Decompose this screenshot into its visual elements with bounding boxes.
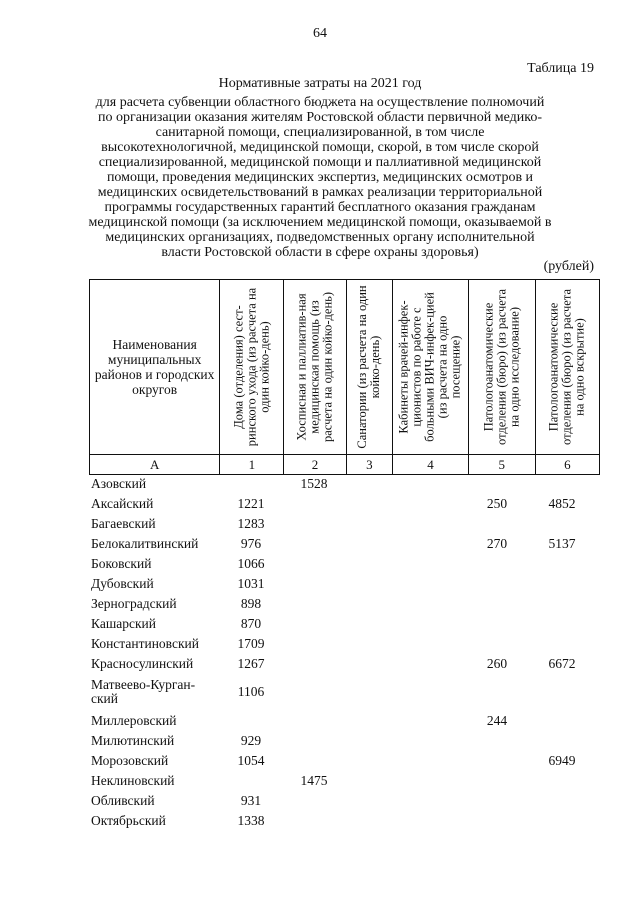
subtitle-line: высокотехнологичной, медицинской помощи, скорой, в том числе скорой [101,140,539,155]
column-index-2: 2 [284,455,346,475]
value-col-2: 1528 [300,476,328,491]
column-header-2 [284,280,346,455]
subtitle-line: для расчета субвенции областного бюджета на осуществление полномочий [95,95,545,110]
table-row [89,711,600,731]
column-header-4-text: Кабинеты врачей-инфек-ционистов по работе с больными ВИЧ-инфек-цией (из расчета на одно посещение) [396,292,463,442]
district-name: Обливский [91,793,155,808]
column-index-5: 5 [468,455,535,475]
table-subtitle [84,95,556,260]
value-col-1: 1221 [237,496,265,511]
value-col-5: 250 [486,496,508,511]
value-col-6: 6949 [548,753,576,768]
district-name: Неклиновский [91,773,175,788]
column-header-1 [220,280,284,455]
value-col-1: 976 [240,536,262,551]
table-row [89,534,600,554]
column-index-6: 6 [535,455,599,475]
table-row [89,554,600,574]
column-header-5-text: Патологоанатомические отделения (бюро) (из расчета на одно исследование) [481,289,522,445]
table-row [89,594,600,614]
column-header-1-text: Дома (отделения) сест-ринского ухода (из расчета на один койко-день) [231,287,272,447]
column-index-3: 3 [346,455,393,475]
table-row [89,751,600,771]
table-row [89,634,600,654]
value-col-1: 1283 [237,516,265,531]
table-row [89,574,600,594]
subtitle-line: власти Ростовской области в сфере охраны здоровья) [161,245,479,260]
subtitle-line: помощи, проведения медицинских экспертиз, медицинских осмотров и [106,170,534,185]
value-col-1: 1106 [237,684,265,699]
column-index-4: 4 [393,455,468,475]
page-number: 64 [313,26,327,41]
units-label: (рублей) [543,259,594,274]
table-row [89,514,600,534]
value-col-2: 1475 [300,773,328,788]
subtitle-line: по организации оказания жителям Ростовской области первичной медико- [97,110,543,125]
table-label: Таблица 19 [527,61,594,76]
value-col-1: 1267 [237,656,265,671]
district-name: Милютинский [91,733,175,748]
column-header-3 [346,280,393,455]
district-name: Матвеево-Курган-ский [91,677,196,706]
district-name: Красносулинский [91,656,194,671]
column-header-6 [535,280,599,455]
value-col-5: 244 [486,713,508,728]
column-index-1: 1 [220,455,284,475]
name-header-text: Наименования муниципальных районов и городских округов [94,337,215,397]
value-col-1: 929 [240,733,262,748]
district-name: Аксайский [91,496,154,511]
table-row [89,494,600,514]
table-row [89,731,600,751]
value-col-1: 1066 [237,556,265,571]
column-header-2-text: Хосписная и паллиатив-ная медицинская помощь (из расчета на один койко-день) [294,291,335,443]
column-header-6-text: Патологоанатомические отделения (бюро) (из расчета на одно вскрытие) [546,289,587,445]
district-name: Зерноградский [91,596,177,611]
table-row [89,771,600,791]
table-row [89,811,600,831]
value-col-1: 1031 [237,576,265,591]
page-title: Нормативные затраты на 2021 год [218,76,422,91]
subtitle-line: медицинских организациях, подведомственных органу исполнительной [105,230,535,245]
table-body [89,474,600,831]
district-name: Дубовский [91,576,154,591]
value-col-1: 931 [240,793,262,808]
value-col-6: 5137 [548,536,576,551]
subtitle-line: программы государственных гарантий бесплатного оказания гражданам [104,200,536,215]
column-header-4 [393,280,468,455]
subtitle-line: санитарной помощи, специализированной, в том числе [155,125,485,140]
subtitle-line: медицинской помощи (за исключением медицинской помощи, оказываемой в [88,215,552,230]
value-col-6: 4852 [548,496,576,511]
column-index-a: А [90,455,220,475]
table-header [89,279,600,475]
district-name: Белокалитвинский [91,536,199,551]
district-name: Багаевский [91,516,156,531]
district-name: Морозовский [91,753,169,768]
table-row [89,474,600,494]
subtitle-line: медицинских освидетельствований в рамках реализации территориальной [97,185,543,200]
table-row [89,654,600,674]
value-col-1: 898 [240,596,262,611]
value-col-5: 260 [486,656,508,671]
value-col-6: 6672 [548,656,576,671]
value-col-5: 270 [486,536,508,551]
district-name: Кашарский [91,616,156,631]
table-row [89,614,600,634]
table-row [89,791,600,811]
district-name: Октябрьский [91,813,166,828]
column-header-3-text: Санатории (из расчета на один койко-день) [355,285,383,449]
subtitle-line: специализированной, медицинской помощи и паллиативной медицинской [98,155,542,170]
district-name: Азовский [91,476,147,491]
column-header-name [90,280,220,455]
district-name: Миллеровский [91,713,177,728]
value-col-1: 1709 [237,636,265,651]
value-col-1: 1054 [237,753,265,768]
district-name: Константиновский [91,636,199,651]
column-header-5 [468,280,535,455]
district-name: Боковский [91,556,152,571]
table-row [89,675,600,709]
value-col-1: 1338 [237,813,265,828]
value-col-1: 870 [240,616,262,631]
